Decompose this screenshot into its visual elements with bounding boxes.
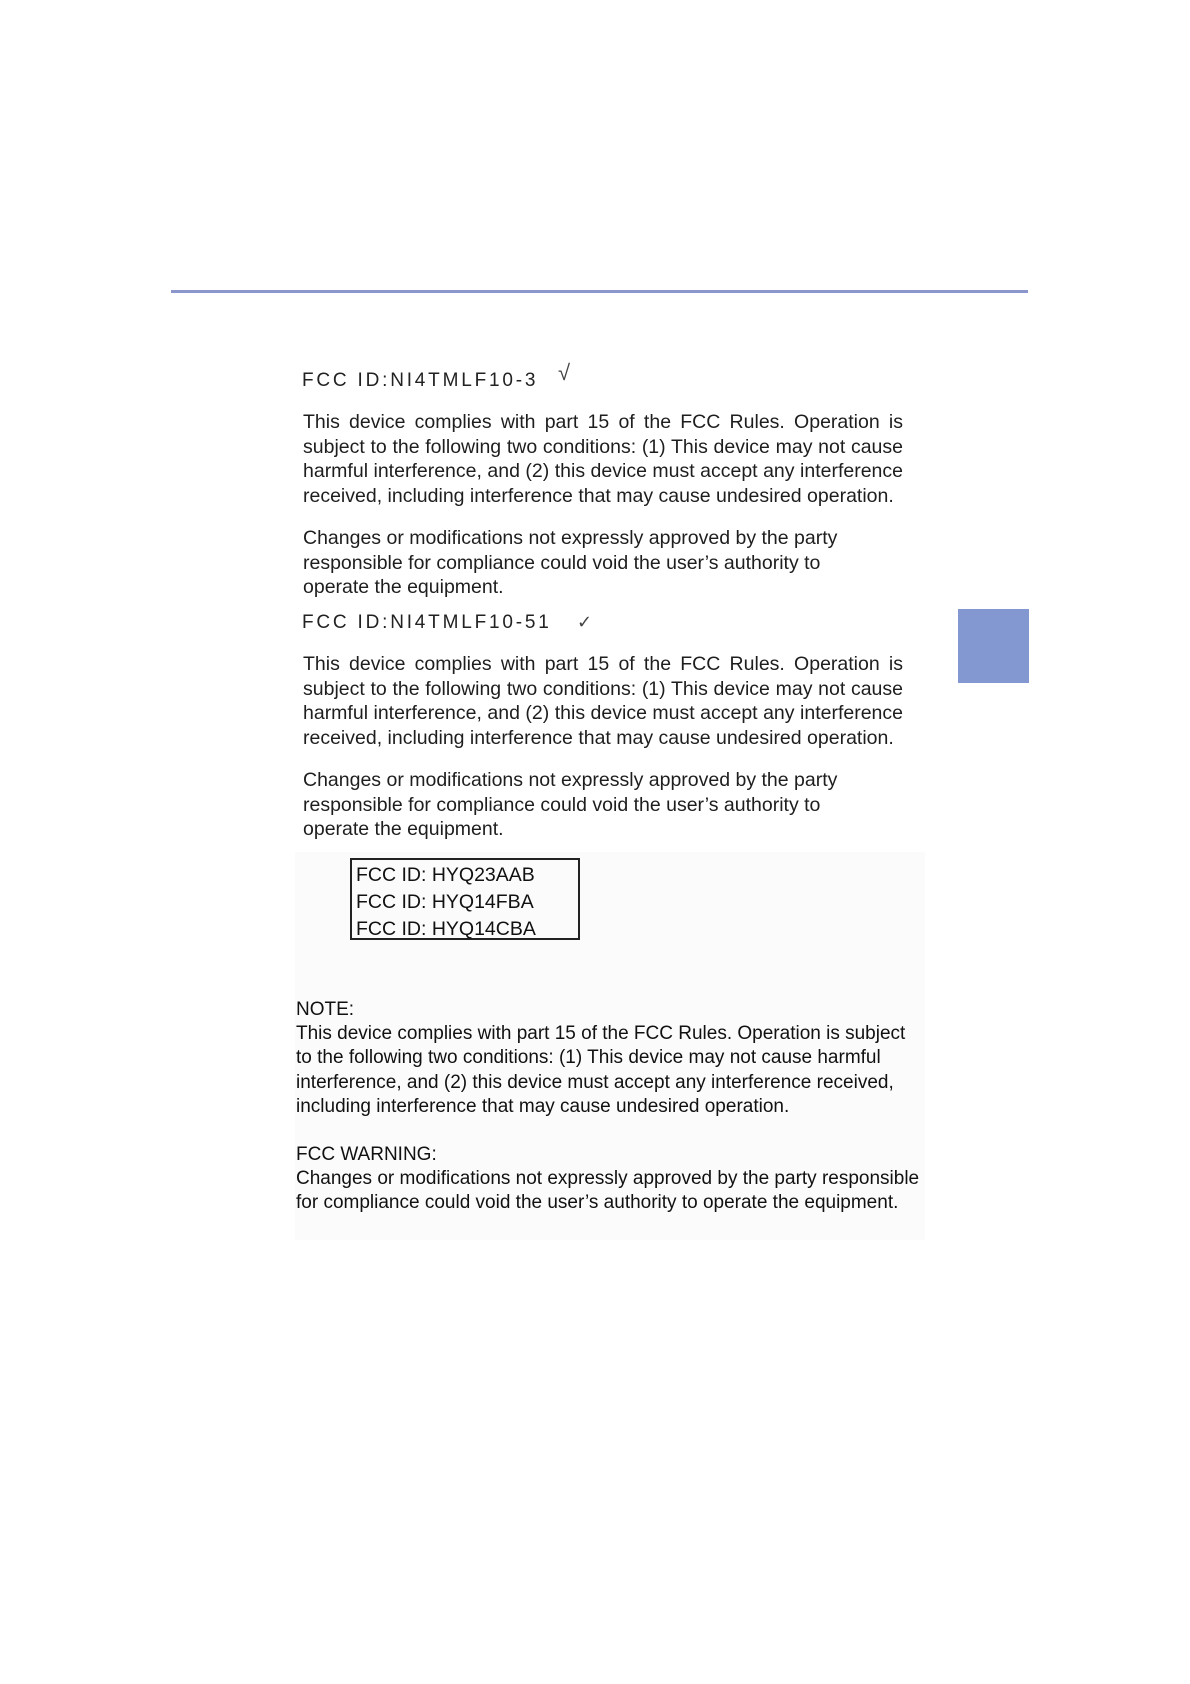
fcc-id-box <box>350 858 580 940</box>
warning-heading: FCC WARNING: <box>296 1144 437 1165</box>
compliance-paragraph-1: This device complies with part 15 of the FCC Rules. Operation is subject to the following two conditions: (1) This device may not cause harmful interference, and (2) this device must accept any interference received, including interference that may cause undesired operation. <box>303 411 903 507</box>
warning-body: Changes or modifications not expressly approved by the party responsible for compliance could void the user’s authority to operate the equipment. <box>296 1168 920 1214</box>
fcc-id-line: FCC ID: HYQ14CBA <box>356 918 536 940</box>
modification-paragraph-2: Changes or modifications not expressly approved by the party responsible for compliance could void the user’s authority to operate the equipment. <box>303 769 838 840</box>
note-body: This device complies with part 15 of the FCC Rules. Operation is subject to the following two conditions: (1) This device may not cause harmful interference, and (2) this device must accept any interference received, including interference that may cause undesired operation. <box>296 1023 906 1118</box>
modification-paragraph-1: Changes or modifications not expressly approved by the party responsible for compliance could void the user’s authority to operate the equipment. <box>303 527 838 598</box>
compliance-paragraph-2: This device complies with part 15 of the FCC Rules. Operation is subject to the following two conditions: (1) This device may not cause harmful interference, and (2) this device must accept any interference received, including interference that may cause undesired operation. <box>303 653 903 749</box>
note-heading: NOTE: <box>296 999 355 1020</box>
header-rule <box>171 290 1028 293</box>
check-mark-2: ✓ <box>577 612 593 632</box>
fcc-id-line: FCC ID: HYQ23AAB <box>356 864 535 886</box>
section-tab-marker <box>958 609 1029 683</box>
fcc-id-heading-2: FCC ID:NI4TMLF10-51 <box>302 612 552 633</box>
fcc-id-line: FCC ID: HYQ14FBA <box>356 891 534 913</box>
fcc-id-heading-1: FCC ID:NI4TMLF10-3 <box>302 370 539 391</box>
check-mark-1: √ <box>558 360 571 385</box>
